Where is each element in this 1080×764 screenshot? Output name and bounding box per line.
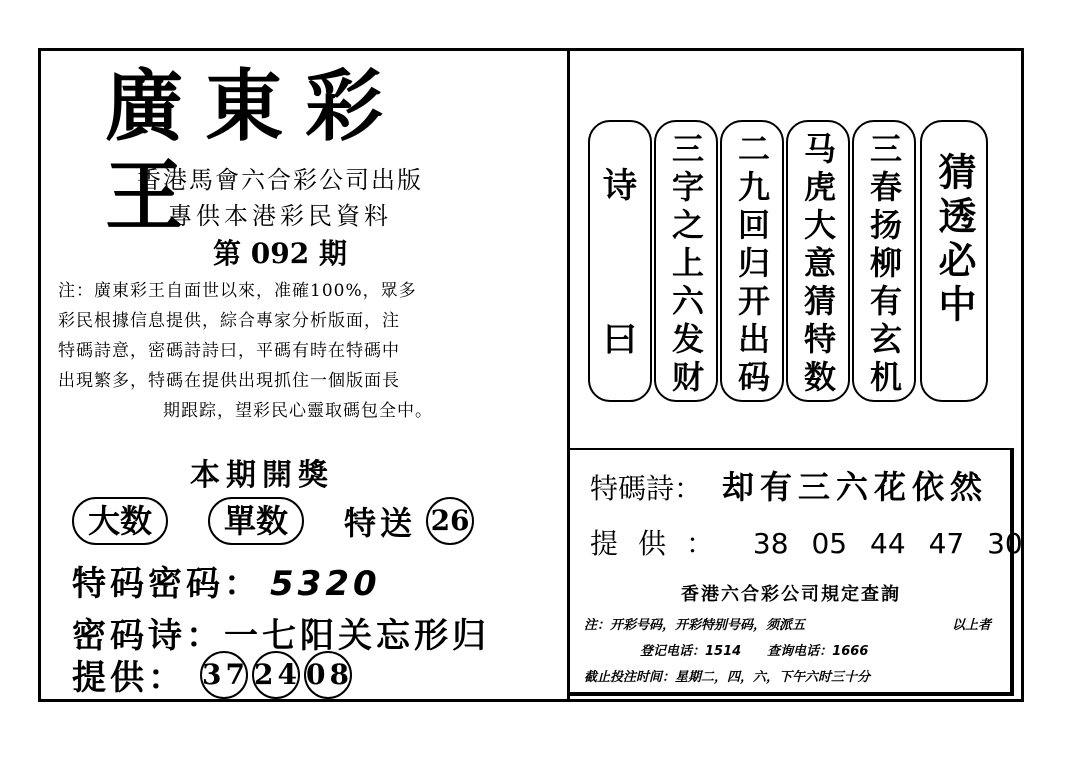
info-line: 截止投注时间：星期二，四，六，下午六时三十分	[584, 670, 871, 685]
scroll-column	[720, 120, 784, 402]
poem-value: 一七阳关忘形归	[224, 616, 490, 656]
info-provide-row	[590, 522, 1037, 562]
code-value: 5320	[270, 564, 381, 604]
scroll-text: 三字之上六发财	[667, 132, 705, 398]
provide-number: 37	[200, 651, 248, 699]
info-provide-number: 05	[811, 527, 848, 560]
info-provide-number: 30	[987, 527, 1023, 560]
tm-row	[590, 462, 988, 508]
scroll-text: 猜透必中	[932, 152, 977, 328]
single-badge: 單数	[208, 497, 304, 545]
note-line: 出現繁多，特碼在提供出現抓住一個版面長	[58, 371, 400, 391]
scroll-column	[852, 120, 916, 402]
tagline: 專供本港彩民資料	[168, 202, 392, 230]
scroll-column-final	[920, 120, 988, 402]
tm-poem: 却有三六花依然	[722, 468, 989, 506]
results-title: 本期開獎	[190, 458, 334, 493]
scroll-poem-bottom: 曰	[603, 320, 637, 360]
poem-label: 密码诗：	[72, 616, 224, 656]
info-provide-number: 38	[752, 527, 789, 560]
issue-number: 第 092 期	[213, 237, 347, 270]
info-line: 以上者	[952, 618, 992, 633]
note-line: 特碼詩意，密碼詩詩曰，平碼有時在特碼中	[58, 341, 400, 361]
code-label: 特码密码：	[72, 564, 262, 604]
note-line: 彩民根據信息提供，綜合專家分析版面，注	[58, 311, 400, 331]
scroll-poem-top: 诗	[603, 166, 637, 206]
query-title: 香港六合彩公司規定查詢	[681, 584, 901, 605]
code-row	[72, 556, 381, 605]
note-line: 期跟踪，望彩民心靈取碼包全中。	[163, 401, 433, 421]
special-label: 特送	[344, 504, 417, 542]
info-line: 注：开彩号码，开彩特别号码，须派五	[584, 618, 806, 633]
info-provide-number: 44	[870, 527, 906, 560]
scroll-panel	[588, 120, 988, 410]
provide-number: 08	[304, 651, 352, 699]
scroll-text: 二九回归开出码	[733, 132, 771, 398]
info-provide-label: 提供：	[590, 527, 735, 560]
note-line: 注：廣東彩王自面世以來，准確100%，眾多	[58, 281, 417, 301]
provide-row	[72, 650, 356, 699]
scroll-poem	[588, 120, 652, 402]
tm-label: 特碼詩：	[590, 472, 703, 505]
page-title: 廣東彩王	[105, 61, 406, 242]
results-row	[72, 494, 478, 548]
info-provide-number: 47	[928, 527, 965, 560]
info-line: 登记电话：1514 查询电话：1666	[640, 644, 869, 659]
big-badge: 大数	[72, 497, 168, 545]
publisher: 香港馬會六合彩公司出版	[137, 166, 423, 194]
note-text	[58, 276, 538, 426]
provide-number: 24	[252, 651, 300, 699]
scroll-column	[786, 120, 850, 402]
scroll-column	[654, 120, 718, 402]
provide-label: 提供：	[72, 658, 186, 698]
special-number: 26	[426, 497, 474, 545]
scroll-text: 三春扬柳有玄机	[865, 132, 903, 398]
scroll-text: 马虎大意猜特数	[799, 132, 837, 398]
